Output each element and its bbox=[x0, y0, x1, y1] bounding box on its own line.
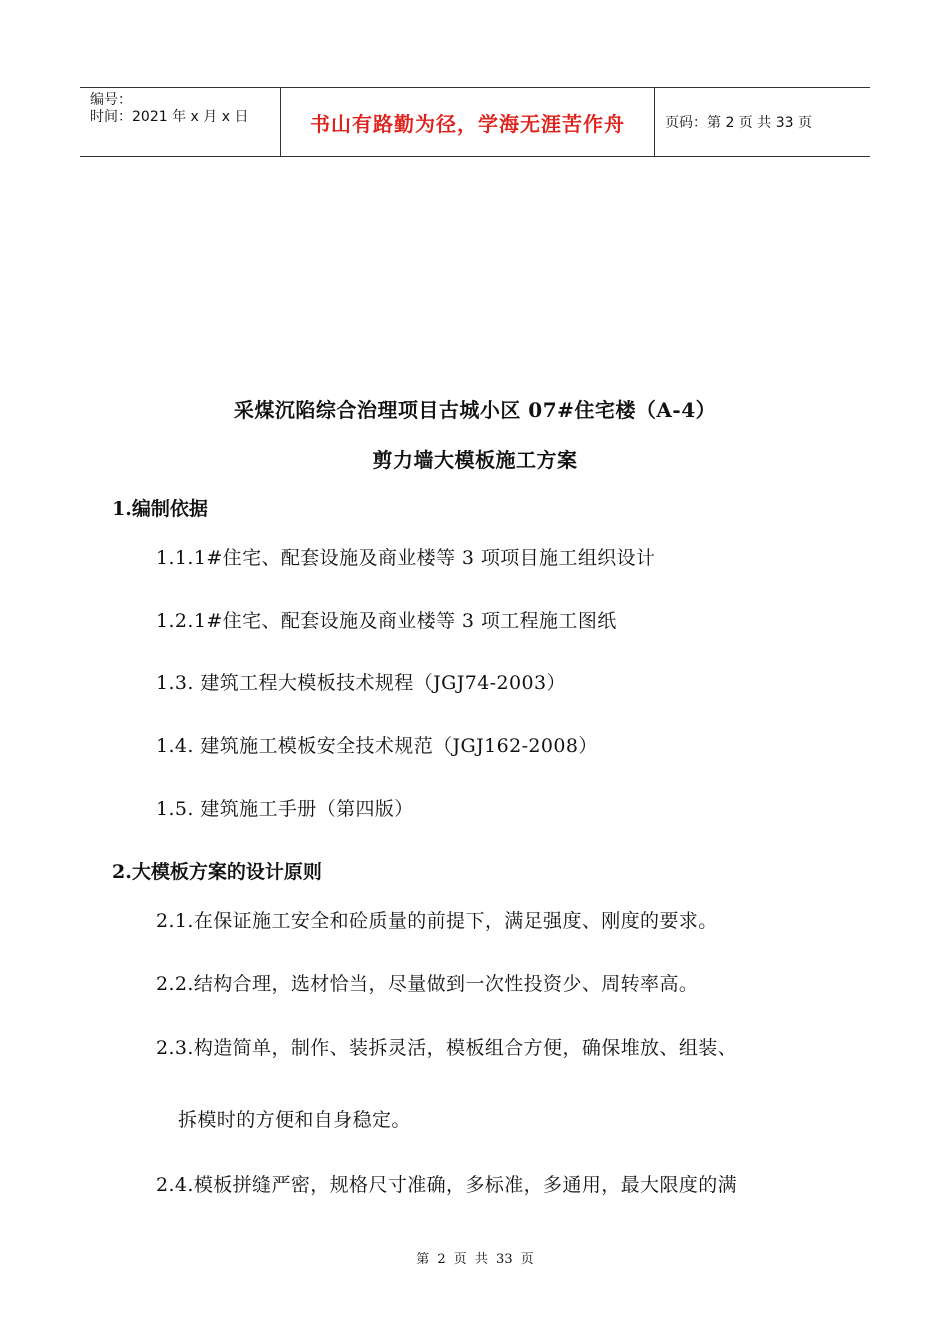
list-item-continuation: 拆模时的方便和自身稳定。 bbox=[178, 1109, 411, 1131]
page-footer: 第 2 页 共 33 页 bbox=[416, 1252, 534, 1267]
list-item: 2.4.模板拼缝严密，规格尺寸准确，多标准，多通用，最大限度的满 bbox=[156, 1174, 738, 1196]
header-page-cell bbox=[655, 88, 870, 156]
list-item: 2.3.构造简单，制作、装拆灵活，模板组合方便，确保堆放、组装、 bbox=[156, 1037, 738, 1059]
list-item: 1.2.1#住宅、配套设施及商业楼等 3 项工程施工图纸 bbox=[156, 610, 617, 632]
page-code: 页码：第 2 页 共 33 页 bbox=[665, 115, 812, 131]
list-item: 1.4. 建筑施工模板安全技术规范（JGJ162-2008） bbox=[156, 735, 598, 757]
section-heading: 1.编制依据 bbox=[112, 498, 208, 520]
section-heading: 2.大模板方案的设计原则 bbox=[112, 861, 322, 883]
document-header bbox=[80, 87, 870, 157]
header-motto-cell bbox=[281, 88, 655, 156]
header-meta-cell bbox=[80, 88, 281, 156]
list-item: 1.1.1#住宅、配套设施及商业楼等 3 项项目施工组织设计 bbox=[156, 547, 656, 569]
list-item: 1.5. 建筑施工手册（第四版） bbox=[156, 798, 414, 820]
document-title: 采煤沉陷综合治理项目古城小区 07#住宅楼（A-4） bbox=[233, 398, 717, 422]
motto-text: 书山有路勤为径，学海无涯苦作舟 bbox=[310, 111, 625, 136]
date-label: 时间：2021 年 x 月 x 日 bbox=[90, 109, 249, 125]
document-subtitle: 剪力墙大模板施工方案 bbox=[372, 448, 578, 472]
list-item: 2.2.结构合理，选材恰当，尽量做到一次性投资少、周转率高。 bbox=[156, 973, 699, 995]
serial-number-label: 编号： bbox=[90, 92, 132, 108]
list-item: 2.1.在保证施工安全和砼质量的前提下，满足强度、刚度的要求。 bbox=[156, 910, 718, 932]
list-item: 1.3. 建筑工程大模板技术规程（JGJ74-2003） bbox=[156, 672, 566, 694]
